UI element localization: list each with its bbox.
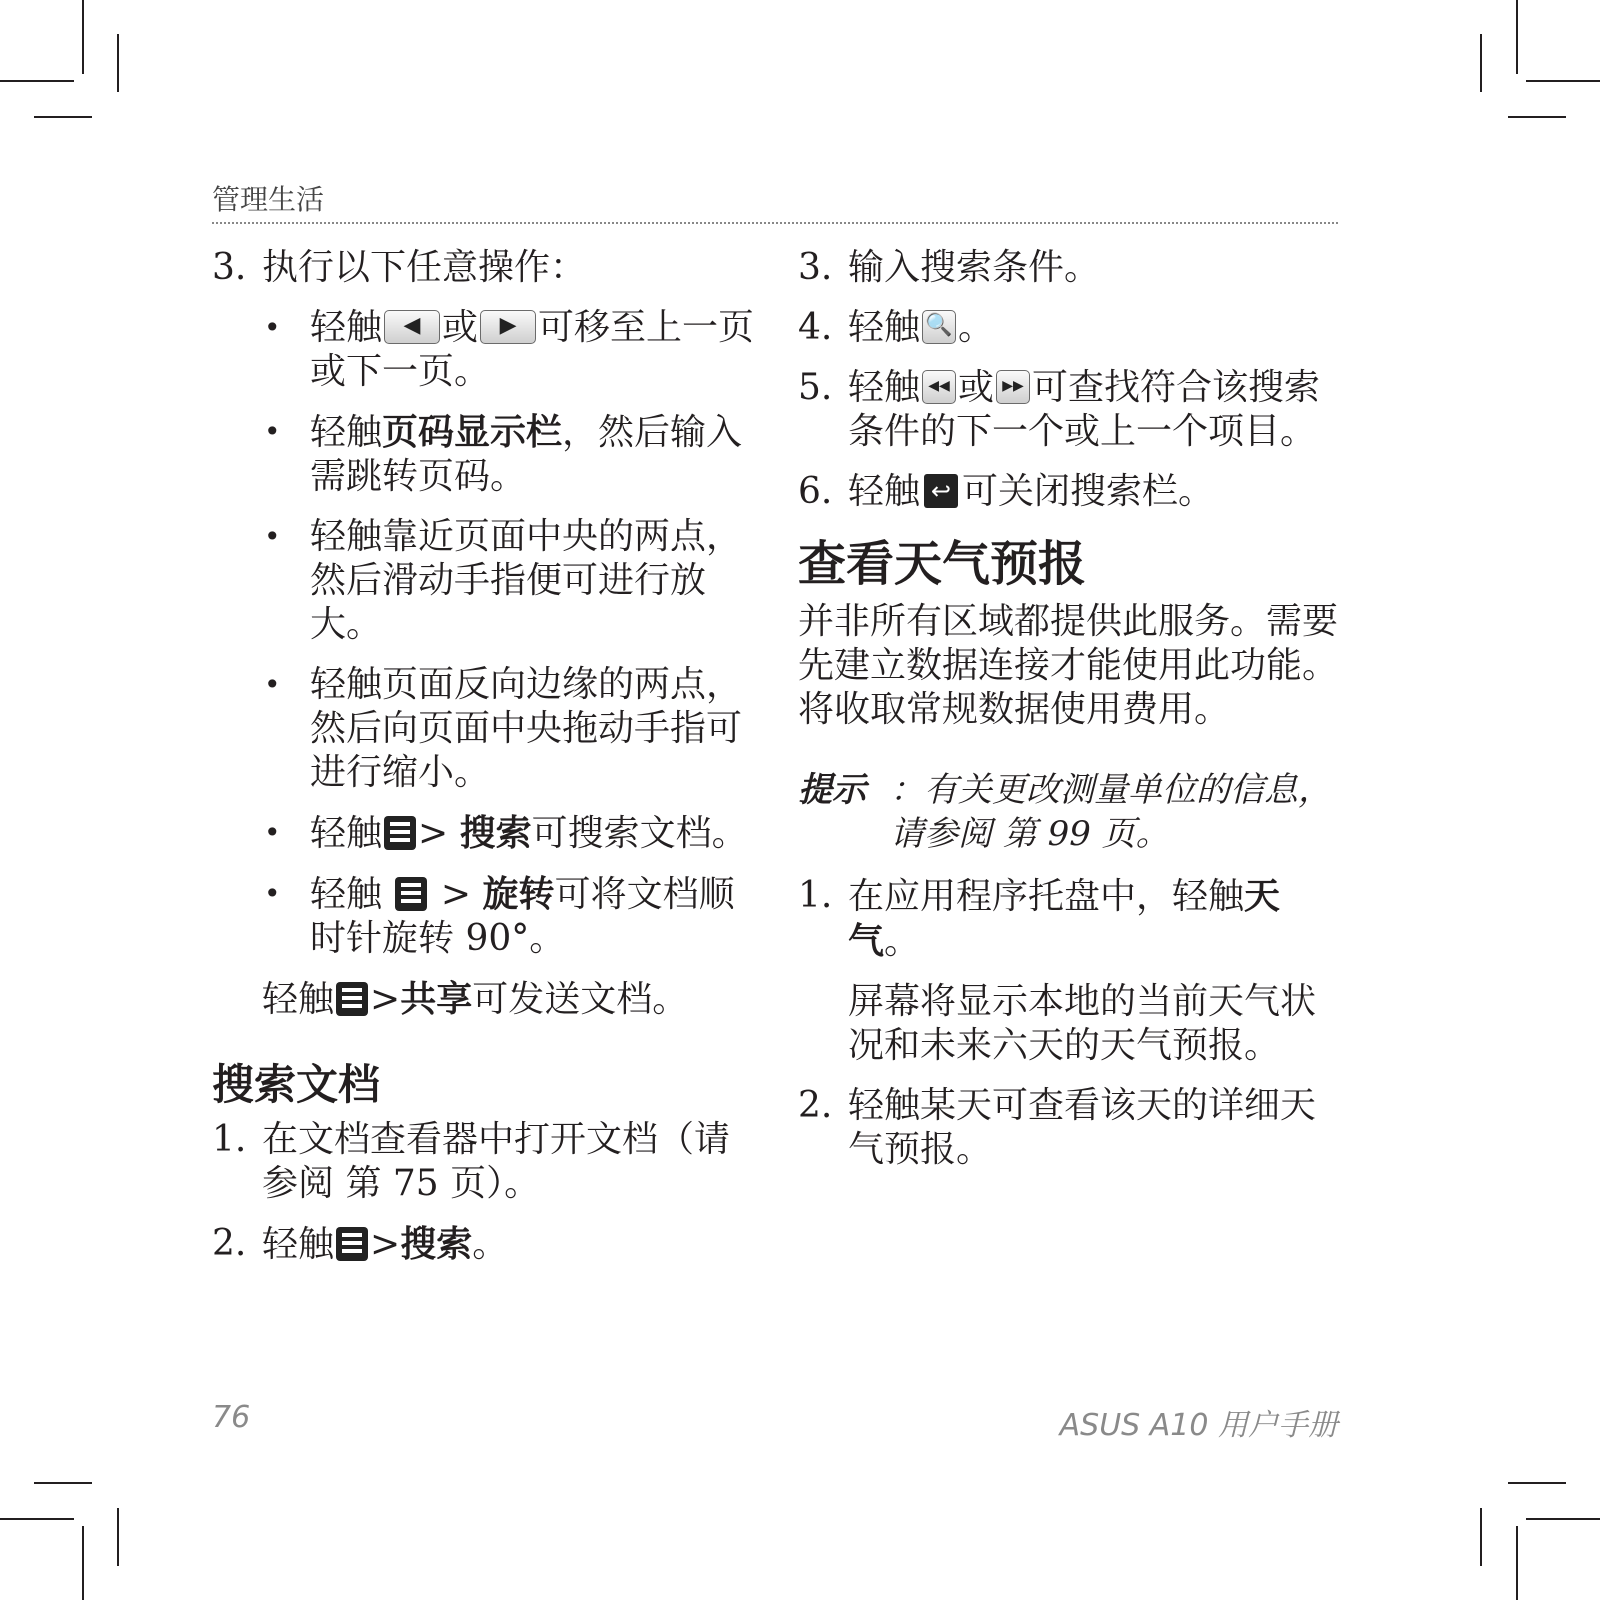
share-line [212,977,757,1022]
crop-mark [1516,0,1518,74]
step-text: 轻触某天可查看该天的详细天气预报。 [848,1085,1317,1170]
search-step-6 [798,470,1343,514]
weather-step-1-detail: 屏幕将显示本地的当前天气状况和未来六天的天气预报。 [848,981,1317,1066]
step-number: 6. [798,471,833,512]
bold-term: 天气 [848,875,1281,962]
crop-mark [82,1526,84,1600]
search-step-4 [798,306,1343,350]
tip-text: ：有关更改测量单位的信息，请参阅 第 99 页。 [890,770,1332,854]
step-text: 可关闭搜索栏。 [962,471,1215,512]
bullet-text: 可移至上一页或下一页。 [310,307,755,392]
crop-mark [1480,1508,1482,1566]
crop-mark [1508,116,1566,118]
menu-icon [395,877,427,911]
page-number: 76 [212,1400,251,1435]
bullet-dot: • [264,668,281,701]
search-section-title: 搜索文档 [212,1060,381,1109]
crop-mark [0,80,74,82]
bullet-text: 或 [442,307,479,348]
rewind-icon: ◀◀ [922,370,956,404]
line-text: 轻触 [262,979,335,1020]
crop-mark [1508,1482,1566,1484]
step-number: 2. [212,1223,247,1264]
bullet-zoom-out [212,663,757,795]
step-number: 5. [798,367,833,408]
separator: > [370,979,401,1020]
bullet-text: 可搜索文档。 [531,813,748,854]
step-text: 轻触 [848,307,921,348]
search-icon: 🔍 [922,310,956,344]
crop-mark [34,1482,92,1484]
fast-forward-icon: ▶▶ [996,370,1030,404]
step-text: 或 [958,367,995,408]
bullet-text: 轻触页面反向边缘的两点，然后向页面中央拖动手指可进行缩小。 [310,664,743,793]
running-header: 管理生活 [212,178,1338,224]
bold-term: 搜索 [459,812,532,854]
crop-mark [1526,1518,1600,1520]
left-column [212,246,757,1283]
bullet-text: 轻触 [310,307,383,348]
step-number: 3. [798,247,833,288]
step-number: 1. [798,875,833,916]
bullet-text: 轻触靠近页面中央的两点，然后滑动手指便可进行放大。 [310,516,743,645]
bullet-text: 轻触 [310,874,383,915]
bullet-dot: • [264,877,281,910]
step-number: 2. [798,1085,833,1126]
bullet-rotate [212,872,757,961]
separator: > [370,1224,401,1265]
step-number: 3. [212,247,247,288]
bullet-dot: • [264,520,281,553]
step-text: 。 [958,307,995,348]
weather-intro: 并非所有区域都提供此服务。需要先建立数据连接才能使用此功能。将收取常规数据使用费用。 [798,601,1339,730]
bullet-text: 轻触 [310,412,383,453]
search-step-2 [212,1222,757,1267]
bullet-dot: • [264,816,281,849]
weather-step-2 [798,1084,1343,1172]
bold-term: 搜索 [400,1223,473,1265]
bold-term: 旋转 [482,873,555,915]
crop-mark [0,1518,74,1520]
bullet-text: 可将文档顺时针旋转 90°。 [310,874,735,959]
next-arrow-icon: ▶ [480,310,536,344]
step-text: 。 [884,921,921,962]
tip-note [798,768,1343,856]
step-text: 轻触 [848,367,921,408]
weather-section-title: 查看天气预报 [798,536,1087,592]
bullet-text: ，然后输入需跳转页码。 [310,412,743,497]
step-text: 在应用程序托盘中，轻触 [848,876,1245,917]
close-search-icon: ↩ [924,474,958,508]
prev-arrow-icon: ◀ [384,310,440,344]
right-column [798,246,1343,1188]
step-text: 执行以下任意操作： [262,247,587,288]
search-step-3 [798,246,1343,290]
crop-mark [117,1508,119,1566]
line-text: 可发送文档。 [472,979,689,1020]
search-step-5 [798,366,1343,454]
tip-label: 提示 [798,770,866,810]
separator: > [440,874,472,915]
search-step-1 [212,1118,757,1206]
step-text: 在文档查看器中打开文档（请参阅 第 75 页）。 [262,1119,731,1204]
weather-step-1 [798,874,1343,964]
crop-mark [82,0,84,74]
separator: > [418,813,449,854]
step-text: 轻触 [848,471,921,512]
crop-mark [34,116,92,118]
manual-title: ASUS A10 用户手册 [1059,1408,1338,1443]
menu-icon [336,982,368,1016]
menu-icon [336,1227,368,1261]
crop-mark [1516,1526,1518,1600]
bold-term: 共享 [400,978,473,1020]
step-text: 轻触 [262,1224,335,1265]
bullet-dot: • [264,311,281,344]
step-3 [212,246,757,290]
bold-term: 页码显示栏 [382,411,563,453]
crop-mark [1526,80,1600,82]
step-text: 。 [472,1224,509,1265]
bullet-page-nav [212,306,757,394]
bullet-zoom-in [212,515,757,647]
crop-mark [1480,34,1482,92]
step-text: 输入搜索条件。 [848,247,1101,288]
bullet-search [212,811,757,856]
bullet-page-bar [212,410,757,499]
menu-icon [384,816,416,850]
step-number: 4. [798,307,833,348]
bullet-dot: • [264,415,281,448]
bullet-text: 轻触 [310,813,383,854]
step-number: 1. [212,1119,247,1160]
step-text: 可查找符合该搜索条件的下一个或上一个项目。 [848,367,1321,452]
crop-mark [117,34,119,92]
